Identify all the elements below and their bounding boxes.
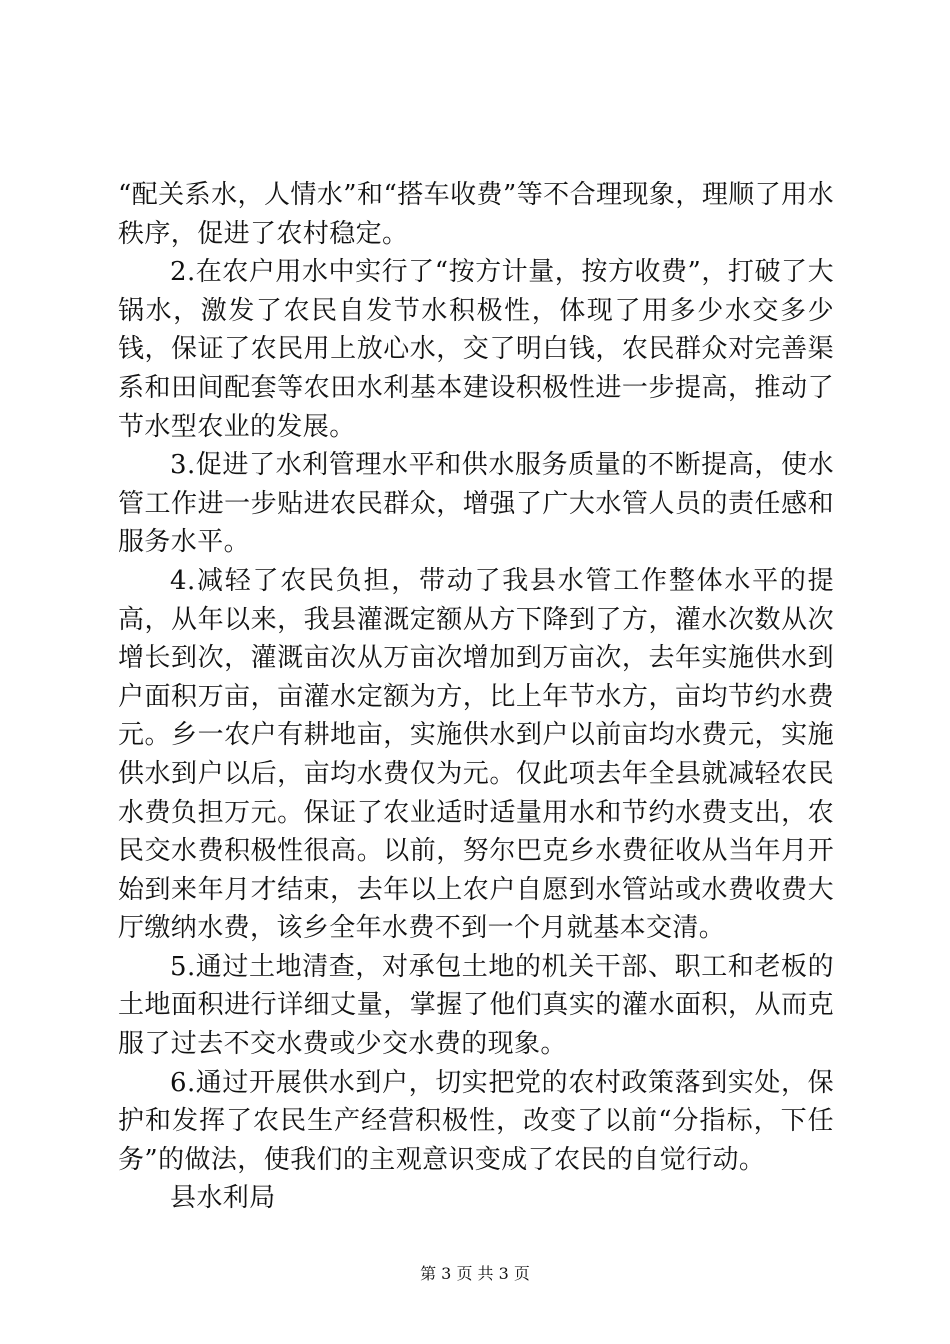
signature: 县水利局 — [170, 1183, 276, 1214]
paragraph-item-4: 4.减轻了农民负担，带动了我县水管工作整体水平的提高，从年以来，我县灌溉定额从方下降到了方，灌水次数从次增长到次，灌溉亩次从万亩次增加到万亩次，去年实施供水到户面积万亩，亩灌水定额为方，比上年节水方，亩均节约水费元。乡一农户有耕地亩，实施供水到户以前亩均水费元，实施供水到户以后，亩均水费仅为元。仅此项去年全县就减轻农民水费负担万元。保证了农业适时适量用水和节约水费支出，农民交水费积极性很高。以前，努尔巴克乡水费征收从当年月开始到来年月才结束，去年以上农户自愿到水管站或水费收费大厅缴纳水费，该乡全年水费不到一个月就基本交清。 — [118, 565, 834, 944]
paragraph-item-6: 6.通过开展供水到户，切实把党的农村政策落到实处，保护和发挥了农民生产经营积极性，改变了以前“分指标，下任务”的做法，使我们的主观意识变成了农民的自觉行动。 — [118, 1067, 834, 1175]
paragraph-item-3: 3.促进了水利管理水平和供水服务质量的不断提高，使水管工作进一步贴进农民群众，增强了广大水管人员的责任感和服务水平。 — [118, 450, 834, 558]
document-body — [118, 176, 834, 1218]
page-footer — [0, 1264, 950, 1284]
paragraph-item-2: 2.在农户用水中实行了“按方计量，按方收费”，打破了大锅水，激发了农民自发节水积极性，体现了用多少水交多少钱，保证了农民用上放心水，交了明白钱，农民群众对完善渠系和田间配套等农田水利基本建设积极性进一步提高，推动了节水型农业的发展。 — [118, 257, 834, 442]
page-number: 第 3 页 共 3 页 — [420, 1264, 530, 1283]
paragraph-item-5: 5.通过土地清查，对承包土地的机关干部、职工和老板的土地面积进行详细丈量，掌握了他们真实的灌水面积，从而克服了过去不交水费或少交水费的现象。 — [118, 951, 834, 1060]
paragraph-continuation: “配关系水，人情水”和“搭车收费”等不合理现象，理顺了用水秩序，促进了农村稳定。 — [118, 180, 834, 249]
